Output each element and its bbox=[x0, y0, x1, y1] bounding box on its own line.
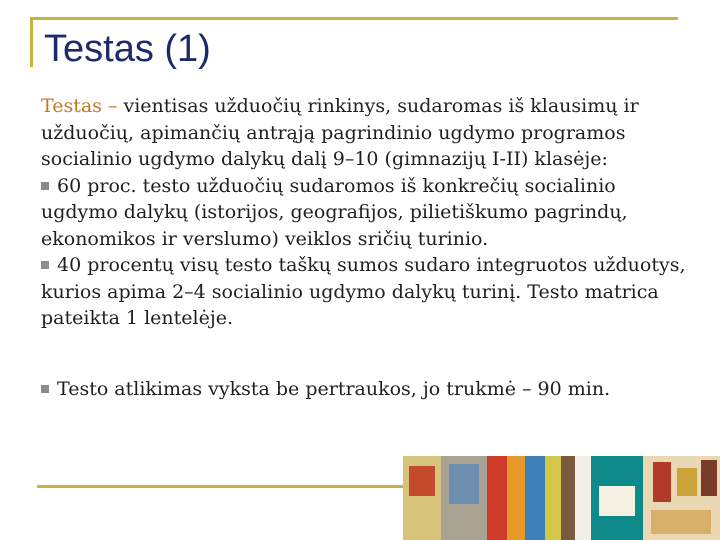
square-bullet-icon bbox=[41, 261, 49, 269]
book-cover bbox=[599, 486, 635, 516]
book-cover bbox=[701, 460, 717, 496]
list-item bbox=[41, 173, 691, 253]
book-cover bbox=[525, 456, 545, 540]
bullet-text: 60 proc. testo užduočių sudaromos iš konkrečių socialinio ugdymo dalykų (istorijos, geografijos, pilietiškumo pagrindų, ekonomikos ir verslumo) veiklos sričių turinio. bbox=[41, 174, 628, 250]
book-cover bbox=[409, 466, 435, 496]
slide-body bbox=[41, 93, 691, 332]
slide-title: Testas (1) bbox=[44, 28, 211, 70]
bullet-text: 40 procentų visų testo taškų sumos sudaro integruotos užduotys, kurios apima 2–4 socialinio ugdymo dalykų turinį. Testo matrica pateikta 1 lentelėje. bbox=[41, 254, 686, 329]
bullet-text: Testo atlikimas vyksta be pertraukos, jo trukmė – 90 min. bbox=[57, 378, 611, 400]
square-bullet-icon bbox=[41, 385, 49, 393]
book-covers-image bbox=[403, 456, 720, 540]
square-bullet-icon bbox=[41, 182, 49, 190]
book-cover bbox=[561, 456, 575, 540]
book-cover bbox=[677, 468, 697, 496]
top-accent-line bbox=[30, 17, 678, 20]
book-cover bbox=[545, 456, 561, 540]
book-cover bbox=[507, 456, 525, 540]
book-cover bbox=[653, 462, 671, 502]
book-cover bbox=[449, 464, 479, 504]
left-accent-line bbox=[30, 17, 33, 67]
book-cover bbox=[651, 510, 711, 534]
bottom-accent-line bbox=[37, 485, 403, 488]
book-cover bbox=[487, 456, 507, 540]
list-item bbox=[41, 376, 610, 402]
list-item bbox=[41, 252, 691, 332]
intro-paragraph bbox=[41, 93, 691, 173]
intro-text: vientisas užduočių rinkinys, sudaromas iš klausimų ir užduočių, apimančių antrąją pagrindinio ugdymo programos socialinio ugdymo dalykų dalį 9–10 (gimnazijų I-II) klasėje: bbox=[41, 95, 639, 170]
book-cover bbox=[575, 456, 591, 540]
intro-term: Testas – bbox=[41, 95, 124, 117]
